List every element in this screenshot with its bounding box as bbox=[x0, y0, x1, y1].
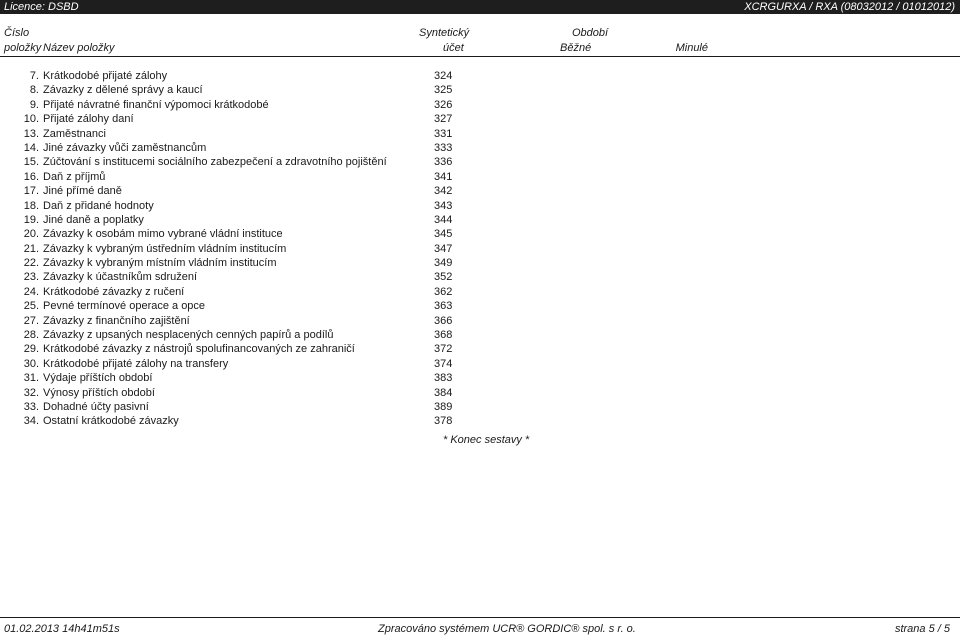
table-row bbox=[0, 213, 960, 227]
row-name: Přijaté návratné finanční výpomoci krátkodobé bbox=[43, 98, 269, 111]
row-account: 336 bbox=[434, 156, 453, 169]
row-name: Dohadné účty pasivní bbox=[43, 400, 149, 413]
row-account: 331 bbox=[434, 127, 453, 140]
table-row bbox=[0, 242, 960, 256]
row-account: 352 bbox=[434, 271, 453, 284]
table-row bbox=[0, 227, 960, 241]
row-number: 8. bbox=[29, 84, 39, 97]
table-row bbox=[0, 342, 960, 356]
table-row bbox=[0, 386, 960, 400]
row-number: 16. bbox=[23, 170, 39, 183]
row-name: Výdaje příštích období bbox=[43, 372, 153, 385]
row-account: 325 bbox=[434, 84, 453, 97]
row-number: 10. bbox=[23, 113, 39, 126]
row-number: 7. bbox=[29, 70, 39, 82]
table-row bbox=[0, 184, 960, 198]
top-bar bbox=[0, 0, 960, 14]
row-name: Daň z příjmů bbox=[43, 170, 106, 183]
row-number: 13. bbox=[23, 127, 39, 140]
row-account: 368 bbox=[434, 329, 453, 342]
row-account: 343 bbox=[434, 199, 453, 212]
table-row bbox=[0, 112, 960, 126]
footer-processed-by: Zpracováno systémem UCR® GORDIC® spol. s r. o. bbox=[378, 623, 636, 635]
table-row bbox=[0, 285, 960, 299]
table-row bbox=[0, 69, 960, 83]
row-name: Ostatní krátkodobé závazky bbox=[43, 415, 179, 428]
footer-divider bbox=[0, 617, 960, 618]
row-number: 25. bbox=[23, 300, 39, 313]
row-name: Závazky k vybraným ústředním vládním institucím bbox=[43, 242, 287, 255]
row-name: Jiné závazky vůči zaměstnancům bbox=[43, 141, 207, 154]
table-row bbox=[0, 127, 960, 141]
row-account: 342 bbox=[434, 185, 453, 198]
row-number: 24. bbox=[23, 285, 39, 298]
row-name: Krátkodobé přijaté zálohy bbox=[43, 70, 168, 82]
table-row bbox=[0, 270, 960, 284]
header-account-line1: Syntetický bbox=[419, 27, 470, 39]
table-row bbox=[0, 357, 960, 371]
table-row bbox=[0, 170, 960, 184]
header-account-line2: účet bbox=[443, 42, 464, 54]
row-number: 30. bbox=[23, 357, 39, 370]
table-row bbox=[0, 328, 960, 342]
row-name: Přijaté zálohy daní bbox=[43, 113, 134, 126]
row-name: Zúčtování s institucemi sociálního zabezpečení a zdravotního pojištění bbox=[43, 156, 387, 169]
row-account: 327 bbox=[434, 113, 453, 126]
header-number-line1: Číslo bbox=[4, 27, 30, 39]
table-row bbox=[0, 83, 960, 97]
row-name: Krátkodobé přijaté zálohy na transfery bbox=[43, 357, 229, 370]
row-name: Závazky z dělené správy a kaucí bbox=[43, 84, 203, 97]
footer-page: strana 5 / 5 bbox=[894, 623, 950, 635]
table-row bbox=[0, 199, 960, 213]
row-account: 363 bbox=[434, 300, 453, 313]
row-number: 28. bbox=[23, 329, 39, 342]
row-account: 349 bbox=[434, 257, 453, 270]
table-row bbox=[0, 256, 960, 270]
row-name: Pevné termínové operace a opce bbox=[43, 300, 206, 313]
row-number: 14. bbox=[23, 141, 39, 154]
row-name: Závazky k vybraným místním vládním institucím bbox=[43, 257, 277, 270]
row-number: 31. bbox=[23, 372, 39, 385]
row-account: 384 bbox=[434, 386, 453, 399]
table-row bbox=[0, 314, 960, 328]
row-account: 324 bbox=[434, 70, 453, 82]
row-number: 32. bbox=[23, 386, 39, 399]
row-account: 389 bbox=[434, 400, 453, 413]
row-name: Jiné daně a poplatky bbox=[43, 213, 144, 226]
row-name: Závazky k účastníkům sdružení bbox=[43, 271, 198, 284]
row-account: 333 bbox=[434, 141, 453, 154]
row-account: 345 bbox=[434, 228, 453, 241]
report-rows bbox=[0, 69, 960, 429]
row-name: Krátkodobé závazky z nástrojů spolufinancovaných ze zahraničí bbox=[43, 343, 355, 356]
row-account: 362 bbox=[434, 285, 453, 298]
row-name: Závazky k osobám mimo vybrané vládní instituce bbox=[43, 228, 283, 241]
header-period: Období bbox=[572, 27, 609, 39]
row-name: Zaměstnanci bbox=[43, 127, 106, 140]
row-number: 18. bbox=[23, 199, 39, 212]
row-number: 19. bbox=[23, 213, 39, 226]
row-name: Výnosy příštích období bbox=[43, 386, 155, 399]
row-account: 341 bbox=[434, 170, 453, 183]
header-number-line2: položky bbox=[4, 42, 42, 54]
row-account: 344 bbox=[434, 213, 453, 226]
row-account: 378 bbox=[434, 415, 453, 428]
row-number: 33. bbox=[23, 400, 39, 413]
row-name: Závazky z upsaných nesplacených cenných papírů a podílů bbox=[43, 329, 334, 342]
row-name: Daň z přidané hodnoty bbox=[43, 199, 154, 212]
row-account: 374 bbox=[434, 357, 453, 370]
end-of-report: * Konec sestavy * bbox=[443, 434, 530, 446]
row-number: 21. bbox=[23, 242, 39, 255]
row-account: 366 bbox=[434, 314, 453, 327]
table-row bbox=[0, 371, 960, 385]
header-previous: Minulé bbox=[675, 42, 708, 54]
header-current: Běžné bbox=[560, 42, 592, 54]
footer-timestamp: 01.02.2013 14h41m51s bbox=[4, 623, 120, 635]
row-number: 27. bbox=[23, 314, 39, 327]
row-account: 372 bbox=[434, 343, 453, 356]
row-account: 326 bbox=[434, 98, 453, 111]
table-row bbox=[0, 400, 960, 414]
row-name: Krátkodobé závazky z ručení bbox=[43, 285, 185, 298]
table-row bbox=[0, 98, 960, 112]
row-name: Závazky z finančního zajištění bbox=[43, 314, 190, 327]
header-divider bbox=[0, 56, 960, 57]
row-number: 9. bbox=[29, 98, 39, 111]
table-row bbox=[0, 299, 960, 313]
row-number: 23. bbox=[23, 271, 39, 284]
table-row bbox=[0, 414, 960, 428]
row-account: 347 bbox=[434, 242, 453, 255]
row-number: 34. bbox=[23, 415, 39, 428]
row-number: 22. bbox=[23, 257, 39, 270]
table-row bbox=[0, 155, 960, 169]
row-number: 29. bbox=[23, 343, 39, 356]
row-number: 17. bbox=[23, 185, 39, 198]
header-name: Název položky bbox=[43, 42, 115, 54]
row-account: 383 bbox=[434, 372, 453, 385]
row-number: 15. bbox=[23, 156, 39, 169]
row-number: 20. bbox=[23, 228, 39, 241]
table-row bbox=[0, 141, 960, 155]
row-name: Jiné přímé daně bbox=[43, 185, 122, 198]
license-label: Licence: DSBD bbox=[4, 1, 79, 13]
report-id: XCRGURXA / RXA (08032012 / 01012012) bbox=[744, 1, 955, 13]
